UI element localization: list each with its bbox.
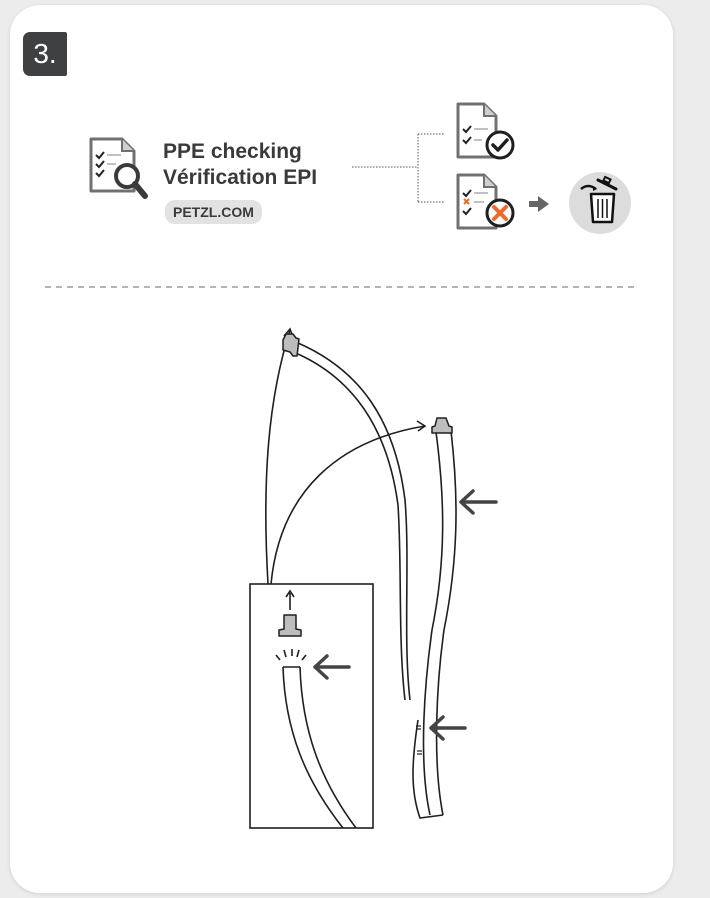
end-cap-top-left [283, 334, 299, 356]
arrow-right-icon [529, 196, 549, 212]
inspection-arrow-icon [461, 491, 496, 513]
document-magnifier-icon [91, 139, 145, 196]
document-check-icon [458, 104, 513, 158]
lanyard-illustration [250, 329, 456, 828]
document-cross-icon [458, 175, 513, 228]
title-french: Vérification EPI [163, 166, 318, 189]
title-english: PPE checking [163, 140, 302, 163]
decision-connector [352, 134, 444, 202]
end-cap-right [432, 418, 452, 433]
trash-bin-icon [569, 172, 631, 234]
title-block [163, 139, 317, 191]
step-number-badge: 3. [23, 32, 67, 76]
website-badge: PETZL.COM [165, 200, 262, 224]
